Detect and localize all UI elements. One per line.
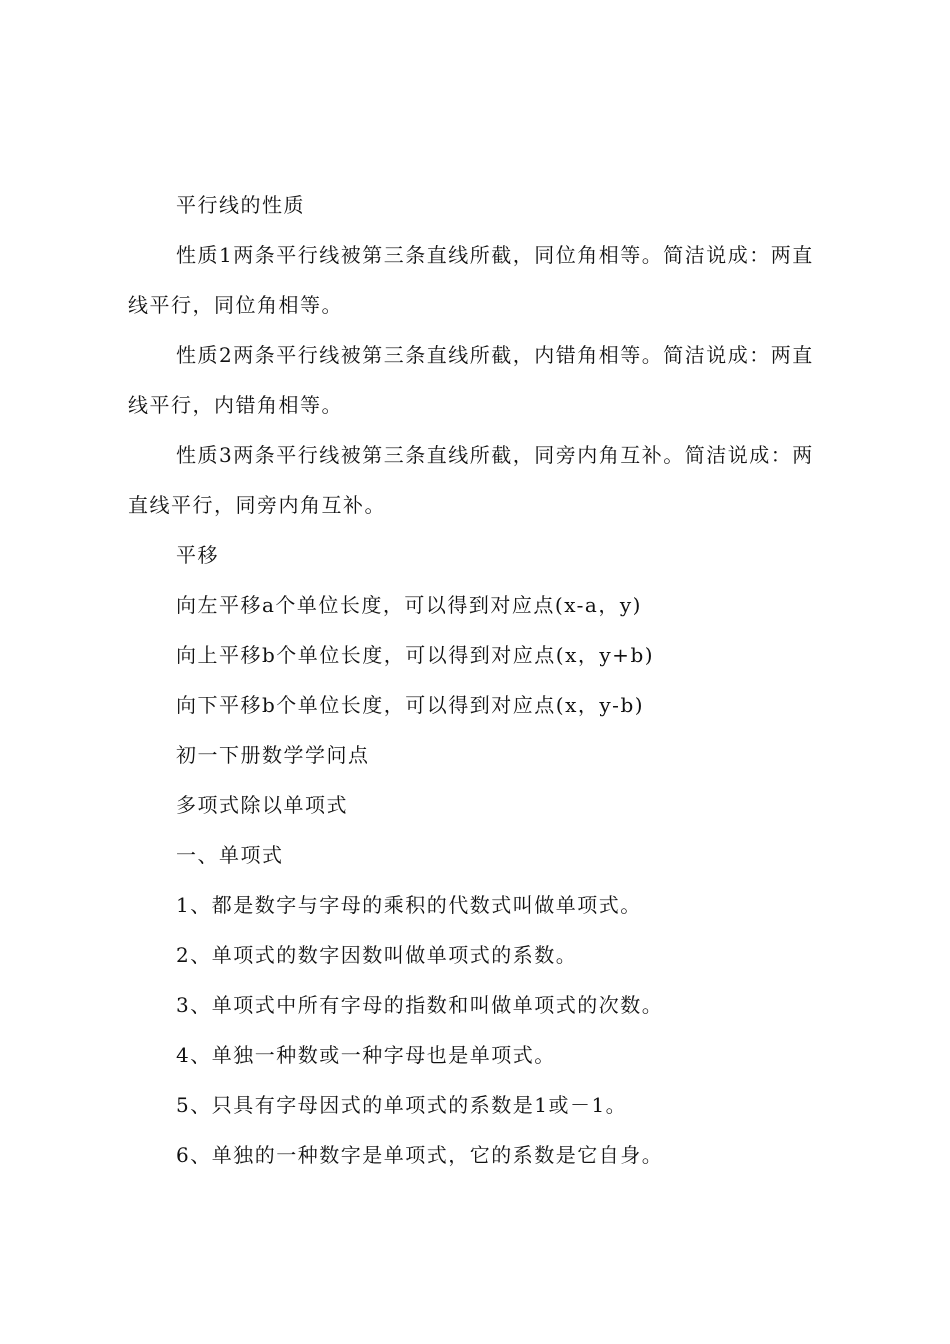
property-2-paragraph: 性质2两条平行线被第三条直线所截，内错角相等。简洁说成：两直线平行，内错角相等。 bbox=[128, 343, 814, 417]
section-heading-translation: 平移 bbox=[176, 543, 219, 567]
property-3-paragraph: 性质3两条平行线被第三条直线所截，同旁内角互补。简洁说成：两直线平行，同旁内角互补。 bbox=[128, 443, 814, 517]
section-heading-parallel-properties: 平行线的性质 bbox=[176, 193, 305, 217]
subheading-monomial: 一、单项式 bbox=[176, 843, 284, 867]
list-item: 3、单项式中所有字母的指数和叫做单项式的次数。 bbox=[176, 993, 664, 1017]
list-item: 4、单独一种数或一种字母也是单项式。 bbox=[176, 1043, 556, 1067]
translation-up-line: 向上平移b个单位长度，可以得到对应点(x，y+b) bbox=[176, 643, 655, 667]
translation-left-line: 向左平移a个单位长度，可以得到对应点(x-a，y) bbox=[176, 593, 642, 617]
document-body bbox=[128, 180, 830, 1180]
section-heading-knowledge-points: 初一下册数学学问点 bbox=[176, 743, 370, 767]
list-item: 5、只具有字母因式的单项式的系数是1或－1。 bbox=[176, 1093, 628, 1117]
property-1-paragraph: 性质1两条平行线被第三条直线所截，同位角相等。简洁说成：两直线平行，同位角相等。 bbox=[128, 243, 814, 317]
list-item: 2、单项式的数字因数叫做单项式的系数。 bbox=[176, 943, 578, 967]
translation-down-line: 向下平移b个单位长度，可以得到对应点(x，y-b) bbox=[176, 693, 645, 717]
list-item: 6、单独的一种数字是单项式，它的系数是它自身。 bbox=[176, 1143, 664, 1167]
list-item: 1、都是数字与字母的乘积的代数式叫做单项式。 bbox=[176, 893, 642, 917]
section-heading-polynomial-division: 多项式除以单项式 bbox=[176, 793, 348, 817]
